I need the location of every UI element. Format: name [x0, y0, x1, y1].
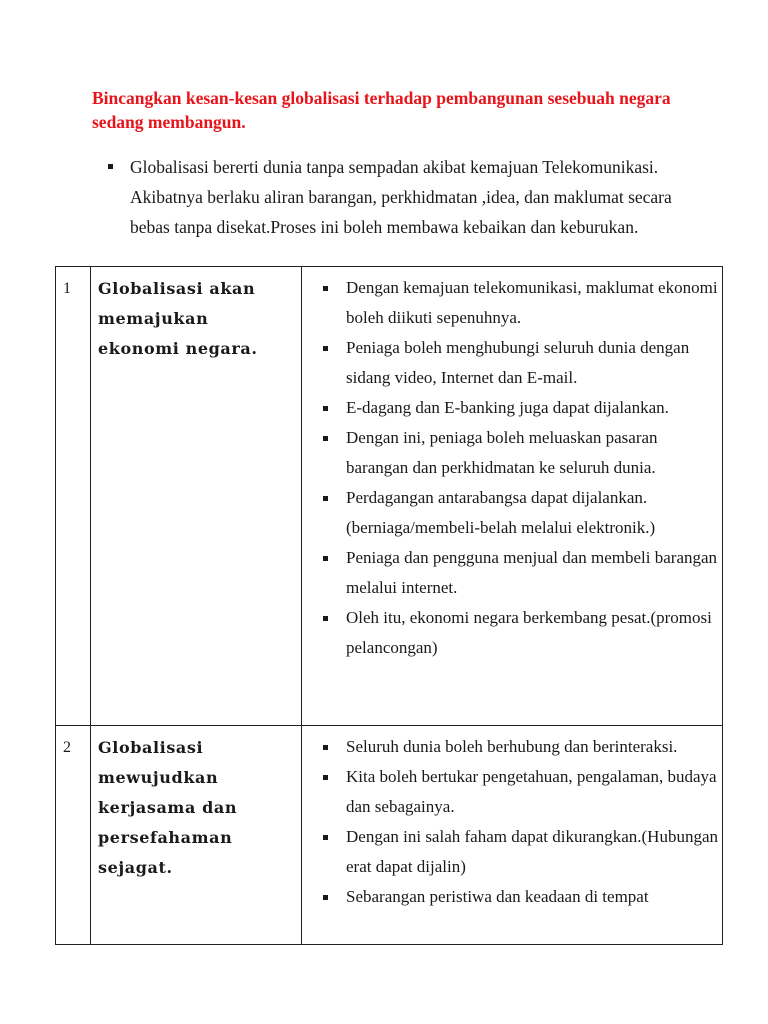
list-item	[320, 423, 718, 483]
list-item	[320, 273, 718, 333]
square-bullet-icon	[323, 775, 328, 780]
table-row	[56, 267, 723, 726]
list-item	[320, 732, 718, 762]
list-item	[320, 603, 718, 663]
square-bullet-icon	[323, 286, 328, 291]
point-text: Peniaga dan pengguna menjual dan membeli barangan melalui internet.	[346, 548, 718, 597]
intro-text: Globalisasi bererti dunia tanpa sempadan akibat kemajuan Telekomunikasi. Akibatnya berlaku aliran barangan, perkhidmatan ,idea, dan maklumat secara bebas tanpa disekat.Proses ini boleh membawa kebaikan dan keburukan.	[130, 157, 672, 237]
point-text: Peniaga boleh menghubungi seluruh dunia dengan sidang video, Internet dan E-mail.	[346, 338, 690, 387]
list-item	[320, 393, 718, 423]
list-item	[320, 882, 718, 912]
row-points	[302, 726, 723, 945]
square-bullet-icon	[323, 346, 328, 351]
point-text: Seluruh dunia boleh berhubung dan berinteraksi.	[346, 737, 678, 756]
list-item	[320, 333, 718, 393]
intro-list	[108, 152, 688, 242]
list-item	[320, 543, 718, 603]
square-bullet-icon	[323, 616, 328, 621]
row-heading: Globalisasi akan memajukan ekonomi negara.	[91, 267, 302, 726]
list-item	[320, 822, 718, 882]
square-bullet-icon	[323, 406, 328, 411]
row-points	[302, 267, 723, 726]
effects-table	[55, 266, 723, 945]
square-bullet-icon	[323, 895, 328, 900]
point-text: Kita boleh bertukar pengetahuan, pengalaman, budaya dan sebagainya.	[346, 767, 717, 816]
square-bullet-icon	[323, 745, 328, 750]
square-bullet-icon	[323, 436, 328, 441]
point-text: Oleh itu, ekonomi negara berkembang pesat.(promosi pelancongan)	[346, 608, 712, 657]
row-number: 2	[56, 726, 91, 945]
point-text: E-dagang dan E-banking juga dapat dijalankan.	[346, 398, 669, 417]
point-text: Dengan kemajuan telekomunikasi, maklumat ekonomi boleh diikuti sepenuhnya.	[346, 278, 718, 327]
list-item	[320, 762, 718, 822]
point-text: Dengan ini salah faham dapat dikurangkan.(Hubungan erat dapat dijalin)	[346, 827, 718, 876]
square-bullet-icon	[323, 556, 328, 561]
row-heading: Globalisasi mewujudkan kerjasama dan persefahaman sejagat.	[91, 726, 302, 945]
point-text: Sebarangan peristiwa dan keadaan di tempat	[346, 887, 649, 906]
point-text: Dengan ini, peniaga boleh meluaskan pasaran barangan dan perkhidmatan ke seluruh dunia.	[346, 428, 658, 477]
table-row	[56, 726, 723, 945]
row-number: 1	[56, 267, 91, 726]
intro-item	[108, 152, 688, 242]
square-bullet-icon	[323, 496, 328, 501]
square-bullet-icon	[323, 835, 328, 840]
point-text: Perdagangan antarabangsa dapat dijalankan.(berniaga/membeli-belah melalui elektronik.)	[346, 488, 656, 537]
page-title: Bincangkan kesan-kesan globalisasi terhadap pembangunan sesebuah negara sedang membangun.	[92, 88, 671, 132]
list-item	[320, 483, 718, 543]
square-bullet-icon	[108, 164, 113, 169]
